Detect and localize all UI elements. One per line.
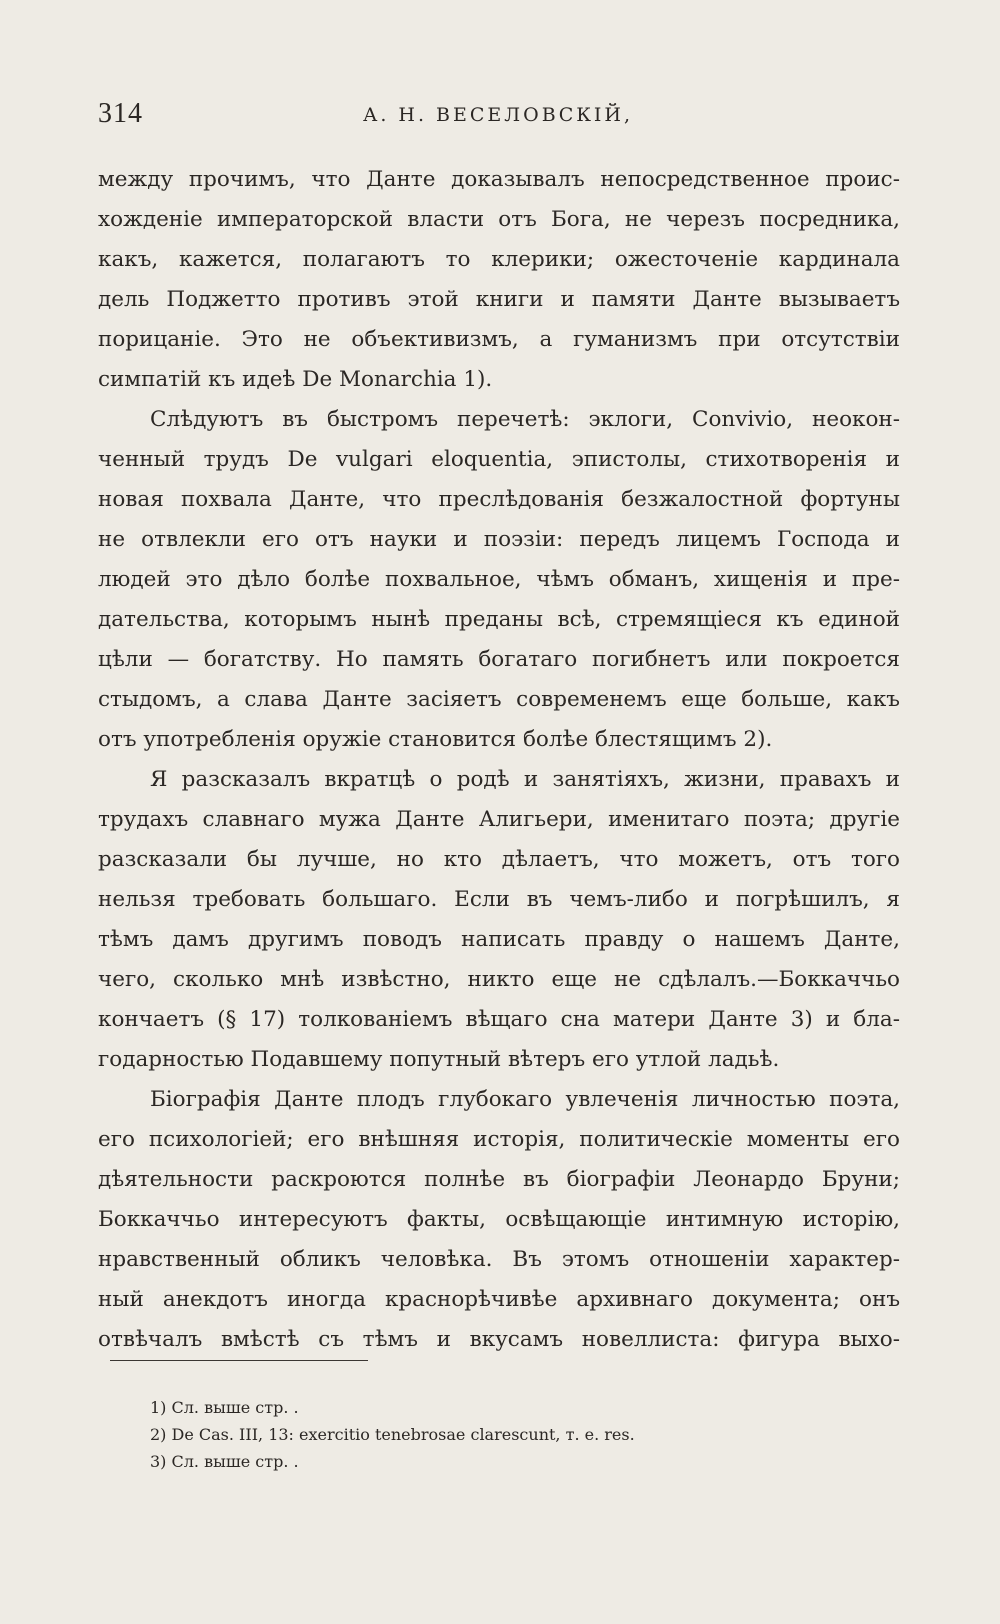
footnote-2: 2) De Cas. III, 13: exercitio tenebrosae clarescunt, т. е. res.	[150, 1425, 635, 1444]
text-line: дательства, которымъ нынѣ преданы всѣ, стремящіеся къ единой	[98, 607, 900, 632]
text-line: ченный трудъ De vulgari eloquentia, эпистолы, стихотворенія и	[98, 447, 900, 472]
body-text	[98, 160, 900, 1360]
text-line: годарностью Подавшему попутный вѣтеръ его утлой ладьѣ.	[98, 1047, 780, 1072]
text-line: Боккаччьо интересуютъ факты, освѣщающіе интимную исторію,	[98, 1207, 900, 1232]
text-line: цѣли — богатству. Но память богатаго погибнетъ или покроется	[98, 647, 900, 672]
paragraph-1	[98, 160, 900, 400]
footnotes	[150, 1394, 850, 1475]
text-line: отъ употребленія оружіе становится болѣе блестящимъ 2).	[98, 727, 773, 752]
text-line: стыдомъ, а слава Данте засіяетъ современемъ еще больше, какъ	[98, 687, 900, 712]
text-line: ный анекдотъ иногда краснорѣчивѣе архивнаго документа; онъ	[98, 1287, 900, 1312]
text-line: какъ, кажется, полагаютъ то клерики; ожесточеніе кардинала	[98, 247, 900, 272]
text-line: людей это дѣло болѣе похвальное, чѣмъ обманъ, хищенія и пре-	[98, 567, 900, 592]
text-line: отвѣчалъ вмѣстѣ съ тѣмъ и вкусамъ новеллиста: фигура выхо-	[98, 1327, 900, 1352]
paragraph-2	[98, 400, 900, 760]
text-line: нравственный обликъ человѣка. Въ этомъ отношеніи характер-	[98, 1247, 900, 1272]
text-line: не отвлекли его отъ науки и поэзіи: передъ лицемъ Господа и	[98, 527, 900, 552]
text-line: Я разсказалъ вкратцѣ о родѣ и занятіяхъ, жизни, правахъ и	[150, 767, 900, 792]
text-line: чего, сколько мнѣ извѣстно, никто еще не сдѣлалъ.—Боккаччьо	[98, 967, 900, 992]
text-line: разсказали бы лучше, но кто дѣлаетъ, что можетъ, отъ того	[98, 847, 900, 872]
running-head	[98, 98, 898, 138]
text-line: дель Поджетто противъ этой книги и памяти Данте вызываетъ	[98, 287, 900, 312]
paragraph-4	[98, 1080, 900, 1360]
footnote-divider	[110, 1360, 368, 1361]
paragraph-3	[98, 760, 900, 1080]
text-line: трудахъ славнаго мужа Данте Алигьери, именитаго поэта; другіе	[98, 807, 900, 832]
text-line: новая похвала Данте, что преслѣдованія безжалостной фортуны	[98, 487, 900, 512]
text-line: Слѣдуютъ въ быстромъ перечетѣ: эклоги, Convivio, неокон-	[150, 407, 900, 432]
footnote-3: 3) Сл. выше стр. .	[150, 1452, 299, 1471]
text-line: его психологіей; его внѣшняя исторія, политическіе моменты его	[98, 1127, 900, 1152]
page-number: 314	[98, 98, 143, 129]
text-line: кончаетъ (§ 17) толкованіемъ вѣщаго сна матери Данте 3) и бла-	[98, 1007, 900, 1032]
running-title: А. Н. ВЕСЕЛОВСКІЙ,	[362, 104, 634, 126]
text-line: порицаніе. Это не объективизмъ, а гуманизмъ при отсутствіи	[98, 327, 900, 352]
text-line: дѣятельности раскроются полнѣе въ біографіи Леонардо Бруни;	[98, 1167, 900, 1192]
footnote-1: 1) Сл. выше стр. .	[150, 1398, 299, 1417]
text-line: между прочимъ, что Данте доказывалъ непосредственное проис-	[98, 167, 900, 192]
text-line: Біографія Данте плодъ глубокаго увлеченія личностью поэта,	[150, 1087, 900, 1112]
text-line: симпатій къ идеѣ De Monarchia 1).	[98, 367, 493, 392]
text-line: тѣмъ дамъ другимъ поводъ написать правду о нашемъ Данте,	[98, 927, 900, 952]
text-line: нельзя требовать большаго. Если въ чемъ-либо и погрѣшилъ, я	[98, 887, 900, 912]
text-line: хожденіе императорской власти отъ Бога, не черезъ посредника,	[98, 207, 900, 232]
